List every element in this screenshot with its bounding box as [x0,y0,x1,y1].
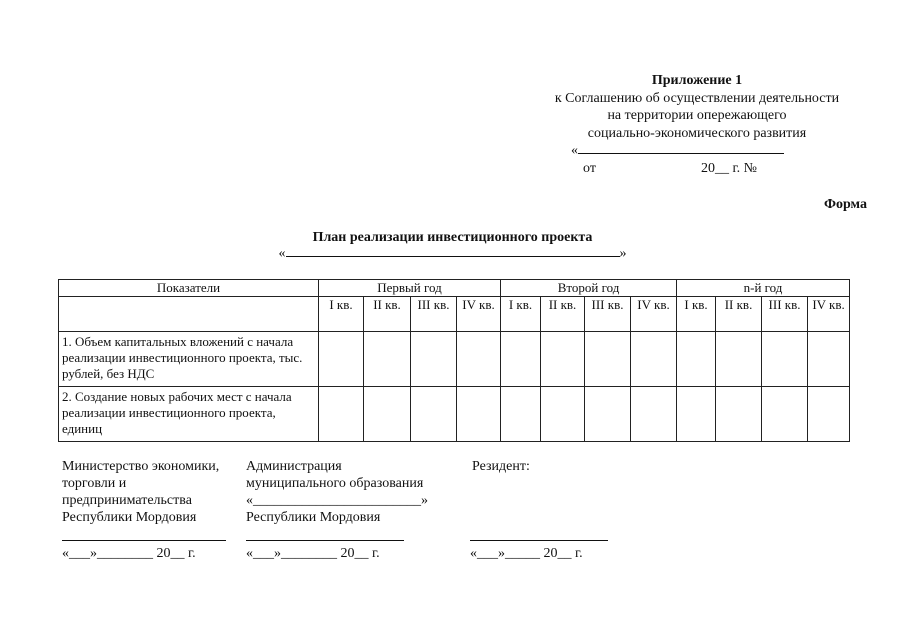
header-year-n: n-й год [677,280,850,297]
table-cell [364,387,411,442]
table-cell [411,387,457,442]
appendix-line-1: к Соглашению об осуществлении деятельности [554,90,840,106]
plan-project-name: « » [278,246,627,261]
appendix-header [527,72,867,178]
ministry-signature-line [62,540,226,541]
table-cell [541,387,585,442]
table-cell [585,332,631,387]
table-cell [677,332,716,387]
table-cell [716,332,762,387]
appendix-from: от [583,160,596,176]
quarter-1: I кв. [319,297,364,332]
form-label: Форма [823,197,867,212]
row-label-investment: 1. Объем капитальных вложений с начала реализации инвестиционного проекта, тыс. рублей, без НДС [59,332,319,387]
table-cell [541,332,585,387]
appendix-line-2: на территории опережающего [607,108,787,123]
resident-date: «___»_____ 20__ г. [470,546,583,561]
table-cell [319,387,364,442]
table-cell [457,332,501,387]
administration-date: «___»________ 20__ г. [246,546,380,561]
administration-line-1: Администрация [246,459,342,474]
plan-title: План реализации инвестиционного проекта [312,230,593,245]
project-name-blank [286,256,620,257]
resident-signature-line [470,540,608,541]
table-cell [457,387,501,442]
quarter-3: III кв. [585,297,631,332]
ministry-signature-block [62,458,240,526]
ministry-line-3: предпринимательства [62,493,192,508]
ministry-line-2: торговли и [62,476,127,491]
table-cell [631,332,677,387]
table-cell [808,332,850,387]
table-row [59,332,850,387]
header-year-2: Второй год [501,280,677,297]
table-quarter-row [59,297,850,332]
table-cell [677,387,716,442]
appendix-title: Приложение 1 [651,73,743,88]
appendix-agreement-name: « [527,142,867,160]
resident-label: Резидент: [472,459,530,474]
quarter-2: II кв. [541,297,585,332]
quarter-1: I кв. [677,297,716,332]
table-cell [501,332,541,387]
quarter-4: IV кв. [457,297,501,332]
ministry-date: «___»________ 20__ г. [62,546,196,561]
table-cell [364,332,411,387]
ministry-line-1: Министерство экономики, [62,459,220,474]
quarter-4: IV кв. [808,297,850,332]
plan-table [58,279,850,442]
quarter-3: III кв. [411,297,457,332]
table-cell [319,332,364,387]
administration-quote: «________________________» [246,493,428,508]
table-row [59,387,850,442]
table-cell [501,387,541,442]
table-header-row [59,280,850,297]
resident-signature-block [472,458,622,475]
table-cell [808,387,850,442]
table-cell [585,387,631,442]
administration-signature-block [246,458,456,526]
administration-signature-line [246,540,404,541]
agreement-name-blank [578,153,784,154]
table-cell [716,387,762,442]
header-blank-cell [59,297,319,332]
appendix-year-number: 20__ г. № [701,160,758,176]
table-cell [631,387,677,442]
table-cell [411,332,457,387]
header-indicators: Показатели [59,280,319,297]
administration-region: Республики Мордовия [246,510,381,525]
quarter-2: II кв. [716,297,762,332]
row-label-jobs: 2. Создание новых рабочих мест с начала реализации инвестиционного проекта, единиц [59,387,319,442]
table-cell [762,332,808,387]
table-cell [762,387,808,442]
administration-line-2: муниципального образования [246,476,424,491]
appendix-date-number [527,160,867,178]
quarter-4: IV кв. [631,297,677,332]
quarter-3: III кв. [762,297,808,332]
appendix-line-3: социально-экономического развития [587,125,807,141]
header-year-1: Первый год [319,280,501,297]
ministry-line-4: Республики Мордовия [62,510,197,525]
quarter-2: II кв. [364,297,411,332]
quarter-1: I кв. [501,297,541,332]
